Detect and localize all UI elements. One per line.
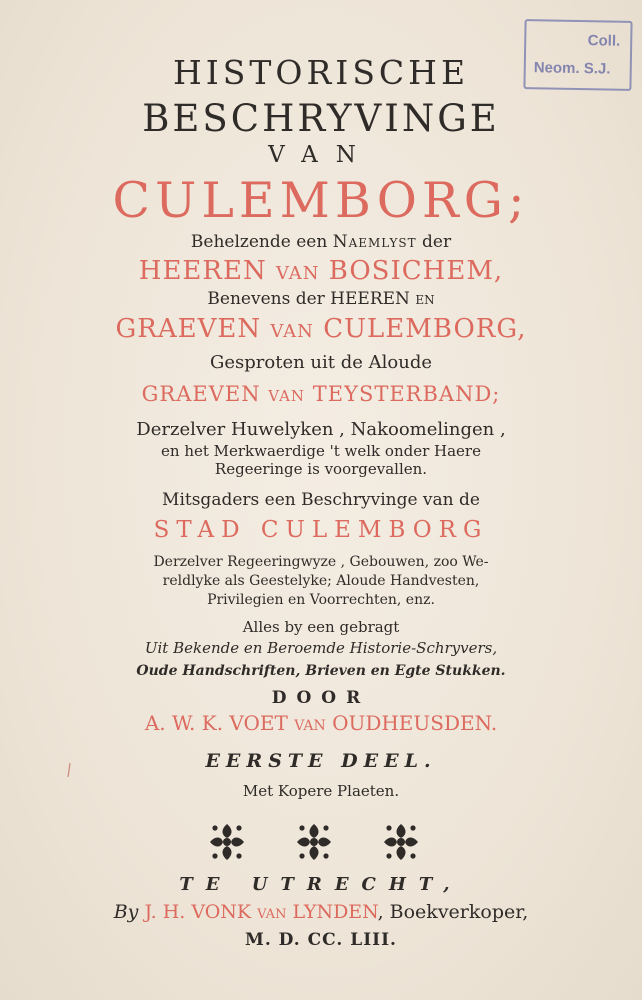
title-van: VAN <box>268 142 374 168</box>
kopere-plaeten: Met Kopere Plaeten. <box>242 782 400 800</box>
privilegien-line: Privilegien en Voorrechten, enz. <box>207 592 435 608</box>
graeven-teysterband: GRAEVEN van TEYSTERBAND; <box>141 382 501 406</box>
stamp-line-2: Neom. S.J. <box>533 59 611 78</box>
author-line: A. W. K. VOET van OUDHEUSDEN. <box>144 711 498 735</box>
door-line: DOOR <box>271 688 371 708</box>
graeven-culemborg: GRAEVEN van CULEMBORG, <box>115 314 527 344</box>
benevens-line: Benevens der HEEREN en <box>207 289 435 309</box>
imprint-year: M. D. CC. LIII. <box>245 930 397 950</box>
fleuron-icon <box>295 820 333 864</box>
title-historische: HISTORISCHE <box>172 53 470 92</box>
title-culemborg: CULEMBORG; <box>112 172 530 229</box>
imprint-printer-line: By J. H. VONK van LYNDEN, Boekverkoper, <box>113 901 529 923</box>
regeeringwyze-line: Derzelver Regeeringwyze , Gebouwen, zoo We- <box>153 554 489 570</box>
handschriften-line: Oude Handschriften, Brieven en Egte Stukken. <box>136 663 506 679</box>
heeren-bosichem: HEEREN van BOSICHEM, <box>138 256 504 286</box>
mitsgaders-line: Mitsgaders een Beschryvinge van de <box>162 490 480 510</box>
imprint-place: TE UTRECHT, <box>179 874 463 895</box>
title-beschryvinge: BESCHRYVINGE <box>142 97 500 140</box>
alles-line: Alles by een gebragt <box>242 618 400 636</box>
fleuron-icon <box>208 820 246 864</box>
fleuron-icon <box>382 820 420 864</box>
gesproten-line: Gesproten uit de Aloude <box>210 352 432 373</box>
historie-schryvers-line: Uit Bekende en Beroemde Historie-Schryvers, <box>144 639 498 657</box>
stamp-line-1: Coll. <box>587 32 621 50</box>
stad-culemborg: STAD CULEMBORG <box>153 517 489 543</box>
huwelyken-line: Derzelver Huwelyken , Nakoomelingen , <box>136 419 506 440</box>
ink-mark <box>66 762 72 778</box>
naemlyst-line: Behelzende een Naemlyst der <box>190 232 452 252</box>
reldlyke-line: reldlyke als Geestelyke; Aloude Handvesten, <box>162 573 480 589</box>
regeeringe-line: Regeeringe is voorgevallen. <box>214 460 428 478</box>
merkwaerdige-line: en het Merkwaerdige 't welk onder Haere <box>161 442 481 460</box>
eerste-deel: EERSTE DEEL. <box>205 750 437 772</box>
